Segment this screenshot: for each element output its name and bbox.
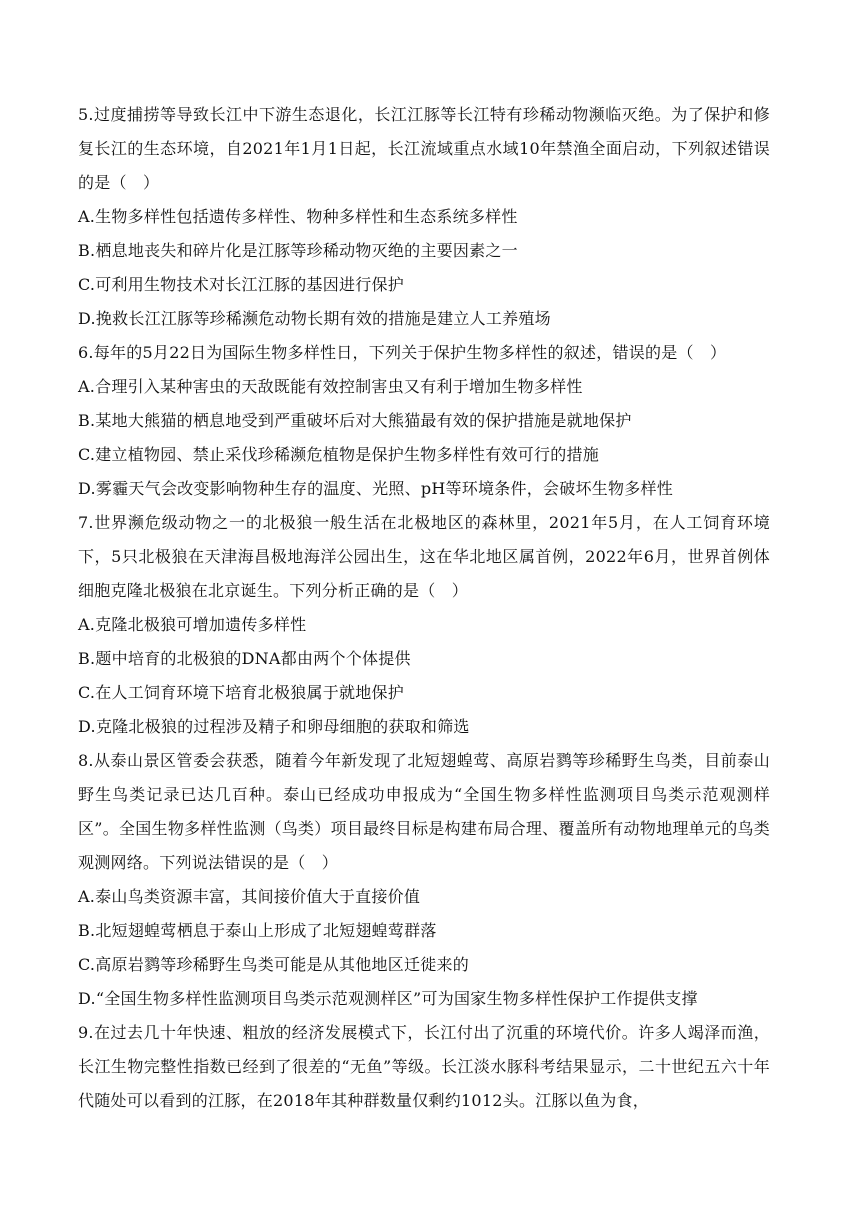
option-b: B.题中培育的北极狼的DNA都由两个个体提供 bbox=[78, 649, 411, 668]
question-stem: 5.过度捕捞等导致长江中下游生态退化，长江江豚等长江特有珍稀动物濒临灭绝。为了保护和修复长江的生态环境，自2021年1月1日起，长江流域重点水域10年禁渔全面启动，下列叙述错误的是（ ） bbox=[78, 105, 770, 192]
option-b: B.某地大熊猫的栖息地受到严重破坏后对大熊猫最有效的保护措施是就地保护 bbox=[78, 411, 632, 430]
option-a: A.克隆北极狼可增加遗传多样性 bbox=[78, 615, 307, 634]
option-c: C.高原岩鹨等珍稀野生鸟类可能是从其他地区迁徙来的 bbox=[78, 955, 470, 974]
exam-page bbox=[78, 98, 770, 1118]
option-a: A.生物多样性包括遗传多样性、物种多样性和生态系统多样性 bbox=[78, 207, 518, 226]
option-b: B.北短翅蝗莺栖息于泰山上形成了北短翅蝗莺群落 bbox=[78, 921, 437, 940]
option-a: A.合理引入某种害虫的天敌既能有效控制害虫又有利于增加生物多样性 bbox=[78, 377, 583, 396]
option-c: C.可利用生物技术对长江江豚的基因进行保护 bbox=[78, 275, 405, 294]
option-b: B.栖息地丧失和碎片化是江豚等珍稀动物灭绝的主要因素之一 bbox=[78, 241, 518, 260]
question-stem: 7.世界濒危级动物之一的北极狼一般生活在北极地区的森林里，2021年5月，在人工饲育环境下，5只北极狼在天津海昌极地海洋公园出生，这在华北地区属首例，2022年6月，世界首例体细胞克隆北极狼在北京诞生。下列分析正确的是（ ） bbox=[78, 513, 770, 600]
question-stem: 8.从泰山景区管委会获悉，随着今年新发现了北短翅蝗莺、高原岩鹨等珍稀野生鸟类，目前泰山野生鸟类记录已达几百种。泰山已经成功申报成为“全国生物多样性监测项目鸟类示范观测样区”。全国生物多样性监测（鸟类）项目最终目标是构建布局合理、覆盖所有动物地理单元的鸟类观测网络。下列说法错误的是（ ） bbox=[78, 751, 770, 872]
option-a: A.泰山鸟类资源丰富，其间接价值大于直接价值 bbox=[78, 887, 421, 906]
question-5 bbox=[78, 98, 770, 336]
option-d: D.“全国生物多样性监测项目鸟类示范观测样区”可为国家生物多样性保护工作提供支撑 bbox=[78, 989, 698, 1008]
question-6 bbox=[78, 336, 770, 506]
question-stem: 9.在过去几十年快速、粗放的经济发展模式下，长江付出了沉重的环境代价。许多人竭泽而渔，长江生物完整性指数已经到了很差的“无鱼”等级。长江淡水豚科考结果显示，二十世纪五六十年代随处可以看到的江豚，在2018年其种群数量仅剩约1012头。江豚以鱼为食， bbox=[78, 1023, 770, 1110]
question-9 bbox=[78, 1016, 770, 1118]
question-8 bbox=[78, 744, 770, 1016]
option-d: D.雾霾天气会改变影响物种生存的温度、光照、pH等环境条件，会破坏生物多样性 bbox=[78, 479, 674, 498]
option-d: D.克隆北极狼的过程涉及精子和卵母细胞的获取和筛选 bbox=[78, 717, 470, 736]
option-c: C.建立植物园、禁止采伐珍稀濒危植物是保护生物多样性有效可行的措施 bbox=[78, 445, 600, 464]
option-c: C.在人工饲育环境下培育北极狼属于就地保护 bbox=[78, 683, 405, 702]
option-d: D.挽救长江江豚等珍稀濒危动物长期有效的措施是建立人工养殖场 bbox=[78, 309, 551, 328]
question-stem: 6.每年的5月22日为国际生物多样性日，下列关于保护生物多样性的叙述，错误的是（ ） bbox=[78, 343, 727, 362]
question-7 bbox=[78, 506, 770, 744]
